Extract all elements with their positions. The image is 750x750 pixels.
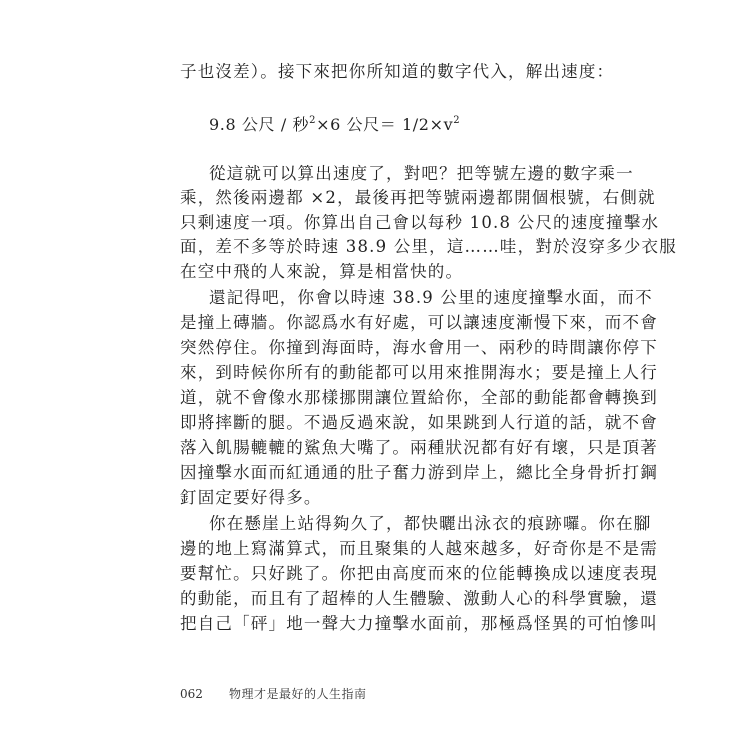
formula-left: 9.8 公尺 / 秒 [209, 115, 310, 134]
text-line: 把自己「砰」地一聲大力撞擊水面前，那極爲怪異的可怕慘叫 [180, 614, 658, 633]
velocity-formula [209, 115, 460, 135]
text-line: 落入飢腸轆轆的鯊魚大嘴了。兩種狀況都有好有壞，只是頂著 [180, 438, 658, 457]
text-line: 突然停住。你撞到海面時，海水會用一、兩秒的時間讓你停下 [180, 338, 658, 357]
text-line: 從這就可以算出速度了，對吧？把等號左邊的數字乘一 [209, 164, 634, 183]
text-line: 要幫忙。只好跳了。你把由高度而來的位能轉換成以速度表現 [180, 564, 658, 583]
text-line: 因撞擊水面而紅通通的肚子奮力游到岸上，總比全身骨折打鋼 [180, 463, 658, 482]
text-line: 只剩速度一項。你算出自己會以每秒 10.8 公尺的速度撞擊水 [180, 213, 660, 232]
text-line: 釘固定要好得多。 [180, 488, 322, 507]
formula-exponent: 2 [309, 115, 317, 126]
text-line: 你在懸崖上站得夠久了，都快曬出泳衣的痕跡囉。你在腳 [209, 514, 652, 533]
page-number: 062 [180, 687, 203, 701]
text-line: 即將摔斷的腿。不過反過來說，如果跳到人行道的話，就不會 [180, 413, 658, 432]
text-line: 乘，然後兩邊都 ×2，最後再把等號兩邊都開個根號，右側就 [180, 188, 656, 207]
text-line: 是撞上磚牆。你認爲水有好處，可以讓速度漸慢下來，而不會 [180, 313, 658, 332]
text-line: 來，到時候你所有的動能都可以用來推開海水；要是撞上人行 [180, 363, 658, 382]
formula-middle: ×6 公尺＝ 1/2×v [316, 115, 454, 134]
text-line: 子也沒差）。接下來把你所知道的數字代入，解出速度： [180, 62, 615, 81]
running-title: 物理才是最好的人生指南 [229, 687, 367, 701]
text-line: 還記得吧，你會以時速 38.9 公里的速度撞擊水面，而不 [209, 288, 653, 307]
text-line: 道，就不會像水那樣挪開讓位置給你，全部的動能都會轉換到 [180, 388, 658, 407]
text-line: 在空中飛的人來說，算是相當快的。 [180, 262, 464, 281]
formula-exponent: 2 [453, 115, 461, 126]
text-line: 面，差不多等於時速 38.9 公里，這……哇，對於沒穿多少衣服 [180, 237, 677, 256]
text-line: 的動能，而且有了超棒的人生體驗、激動人心的科學實驗，還 [180, 589, 658, 608]
text-line: 邊的地上寫滿算式，而且聚集的人越來越多，好奇你是不是需 [180, 539, 658, 558]
